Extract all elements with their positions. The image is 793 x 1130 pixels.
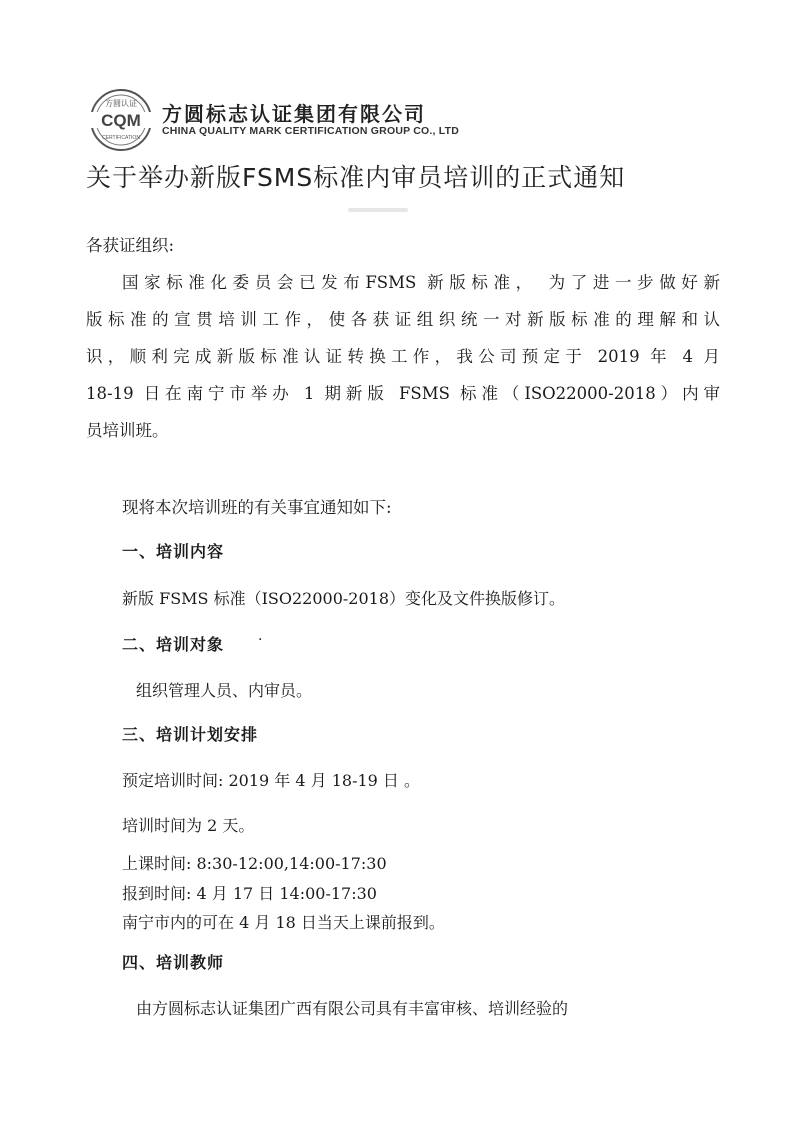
cqm-logo	[88, 88, 154, 152]
company-name-cn: 方圆标志认证集团有限公司	[162, 102, 426, 126]
schedule-class-time: 上课时间: 8:30-12:00,14:00-17:30	[122, 854, 387, 873]
intro-line: 识，顺利完成新版标准认证转换工作，我公司预定于 2019 年 4 月	[86, 347, 720, 366]
logo-arc-text: 方圆认证	[105, 99, 137, 108]
section-heading-content: 一、培训内容	[122, 542, 225, 561]
logo-bottom-text: CERTIFICATION	[102, 135, 140, 141]
section-heading-teacher: 四、培训教师	[122, 953, 225, 972]
intro-line: 员培训班。	[86, 421, 169, 440]
intro-line: 国家标准化委员会已发布FSMS 新版标准， 为了进一步做好新	[122, 273, 720, 292]
logo-letters: CQM	[101, 111, 141, 130]
scan-smudge	[348, 208, 408, 212]
audience-text: 组织管理人员、内审员。	[136, 681, 313, 700]
teacher-text: 由方圆标志认证集团广西有限公司具有丰富审核、培训经验的	[136, 999, 569, 1018]
intro-line: 18-19 日在南宁市举办 1 期新版 FSMS 标准（ISO22000-2018）内审	[86, 384, 720, 403]
schedule-register-time: 报到时间: 4 月 17 日 14:00-17:30	[122, 884, 377, 903]
intro-paragraph	[86, 264, 720, 449]
notice-lead: 现将本次培训班的有关事宜通知如下:	[122, 498, 392, 517]
intro-line: 版标准的宣贯培训工作，使各获证组织统一对新版标准的理解和认	[86, 310, 720, 329]
document-title: 关于举办新版FSMS标准内审员培训的正式通知	[86, 163, 626, 192]
section-heading-schedule: 三、培训计划安排	[122, 725, 259, 744]
section-heading-audience: 二、培训对象	[122, 635, 225, 654]
company-name-en: CHINA QUALITY MARK CERTIFICATION GROUP CO., LTD	[162, 125, 459, 137]
salutation: 各获证组织:	[86, 236, 175, 255]
content-text: 新版 FSMS 标准（ISO22000-2018）变化及文件换版修订。	[122, 589, 566, 608]
schedule-date: 预定培训时间: 2019 年 4 月 18-19 日 。	[122, 771, 421, 790]
schedule-duration: 培训时间为 2 天。	[122, 816, 255, 835]
letterhead	[88, 88, 508, 152]
schedule-local-note: 南宁市内的可在 4 月 18 日当天上课前报到。	[122, 913, 445, 932]
stray-mark: .	[258, 628, 263, 644]
